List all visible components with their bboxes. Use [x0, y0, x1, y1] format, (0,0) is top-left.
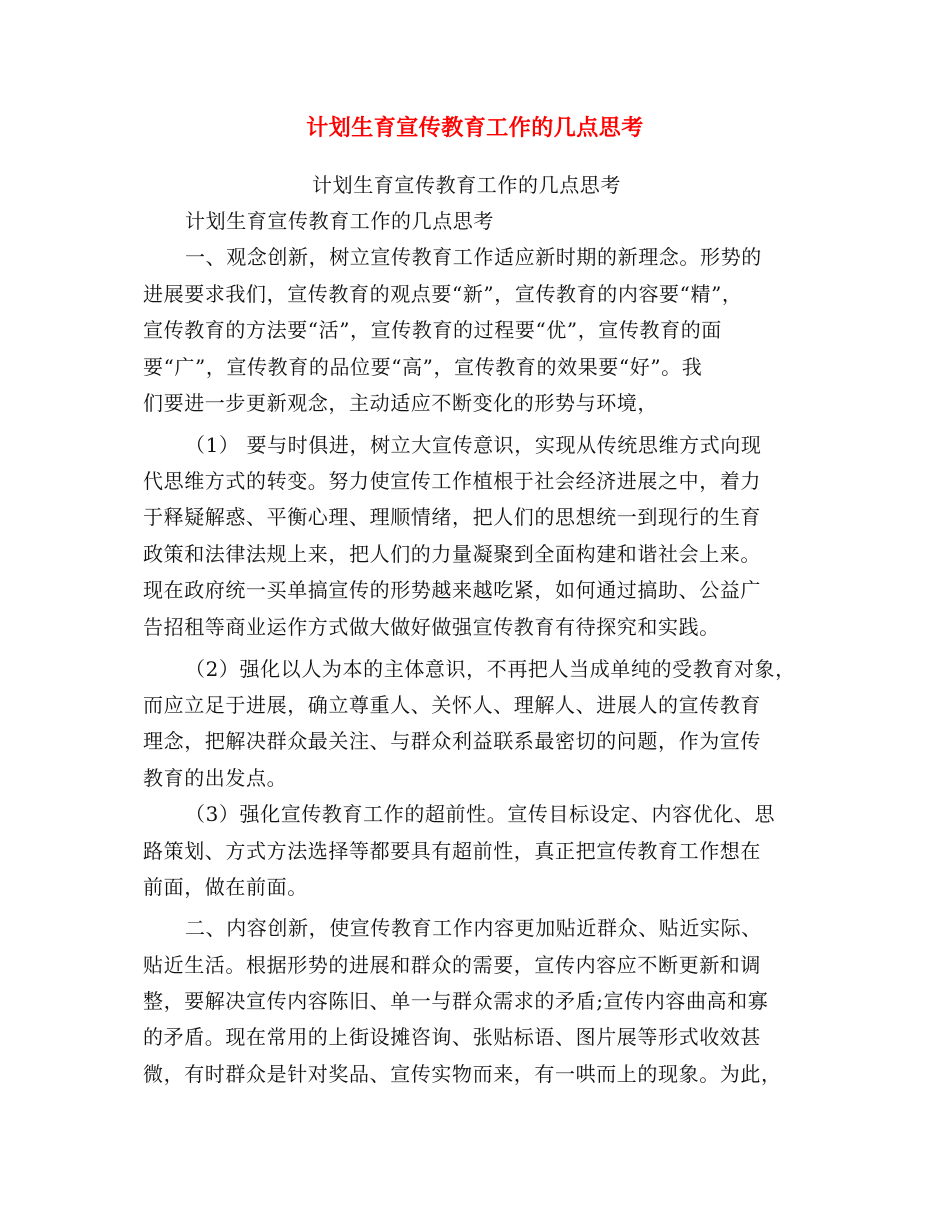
- document-subtitle: 计划生育宣传教育工作的几点思考: [312, 173, 621, 197]
- body-line: 理念，把解决群众最关注、与群众利益联系最密切的问题，作为宣传: [143, 729, 761, 753]
- body-line: 的矛盾。现在常用的上街设摊咨询、张贴标语、图片展等形式收效甚: [143, 1025, 761, 1049]
- body-line: 贴近生活。根据形势的进展和群众的需要，宣传内容应不断更新和调: [143, 953, 761, 977]
- body-line: 计划生育宣传教育工作的几点思考: [185, 209, 494, 233]
- body-line: 政策和法律法规上来，把人们的力量凝聚到全面构建和谐社会上来。: [143, 542, 761, 566]
- body-line: 前面，做在前面。: [143, 875, 308, 899]
- body-line: 教育的出发点。: [143, 766, 288, 790]
- body-line: （2）强化以人为本的主体意识，不再把人当成单纯的受教育对象，: [185, 657, 796, 681]
- body-line: 而应立足于进展，确立尊重人、关怀人、理解人、进展人的宣传教育: [143, 693, 761, 717]
- body-line: 整，要解决宣传内容陈旧、单一与群众需求的矛盾;宣传内容曲高和寡: [143, 989, 769, 1013]
- body-line: 宣传教育的方法要“活”，宣传教育的过程要“优”，宣传教育的面: [143, 318, 722, 342]
- body-line: 要“广”，宣传教育的品位要“高”，宣传教育的效果要“好”。我: [143, 355, 703, 379]
- body-line: 现在政府统一买单搞宣传的形势越来越吃紧，如何通过搞助、公益广: [143, 578, 761, 602]
- body-line: 微，有时群众是针对奖品、宣传实物而来，有一哄而上的现象。为此，: [143, 1062, 782, 1086]
- body-line: 进展要求我们，宣传教育的观点要“新”，宣传教育的内容要“精”，: [143, 282, 743, 306]
- body-line: 们要进一步更新观念，主动适应不断变化的形势与环境，: [143, 391, 658, 415]
- body-line: 一、观念创新，树立宣传教育工作适应新时期的新理念。形势的: [185, 245, 762, 269]
- document-title: 计划生育宣传教育工作的几点思考: [306, 115, 644, 141]
- body-line: 于释疑解惑、平衡心理、理顺情绪，把人们的思想统一到现行的生育: [143, 505, 761, 529]
- body-line: 路策划、方式方法选择等都要具有超前性，真正把宣传教育工作想在: [143, 839, 761, 863]
- body-line: 代思维方式的转变。努力使宣传工作植根于社会经济进展之中，着力: [143, 469, 761, 493]
- body-line: 告招租等商业运作方式做大做好做强宣传教育有待探究和实践。: [143, 615, 720, 639]
- body-line: （1） 要与时俱进，树立大宣传意识，实现从传统思维方式向现: [185, 433, 762, 457]
- body-line: 二、内容创新，使宣传教育工作内容更加贴近群众、贴近实际、: [185, 916, 762, 940]
- body-line: （3）强化宣传教育工作的超前性。宣传目标设定、内容优化、思: [185, 802, 776, 826]
